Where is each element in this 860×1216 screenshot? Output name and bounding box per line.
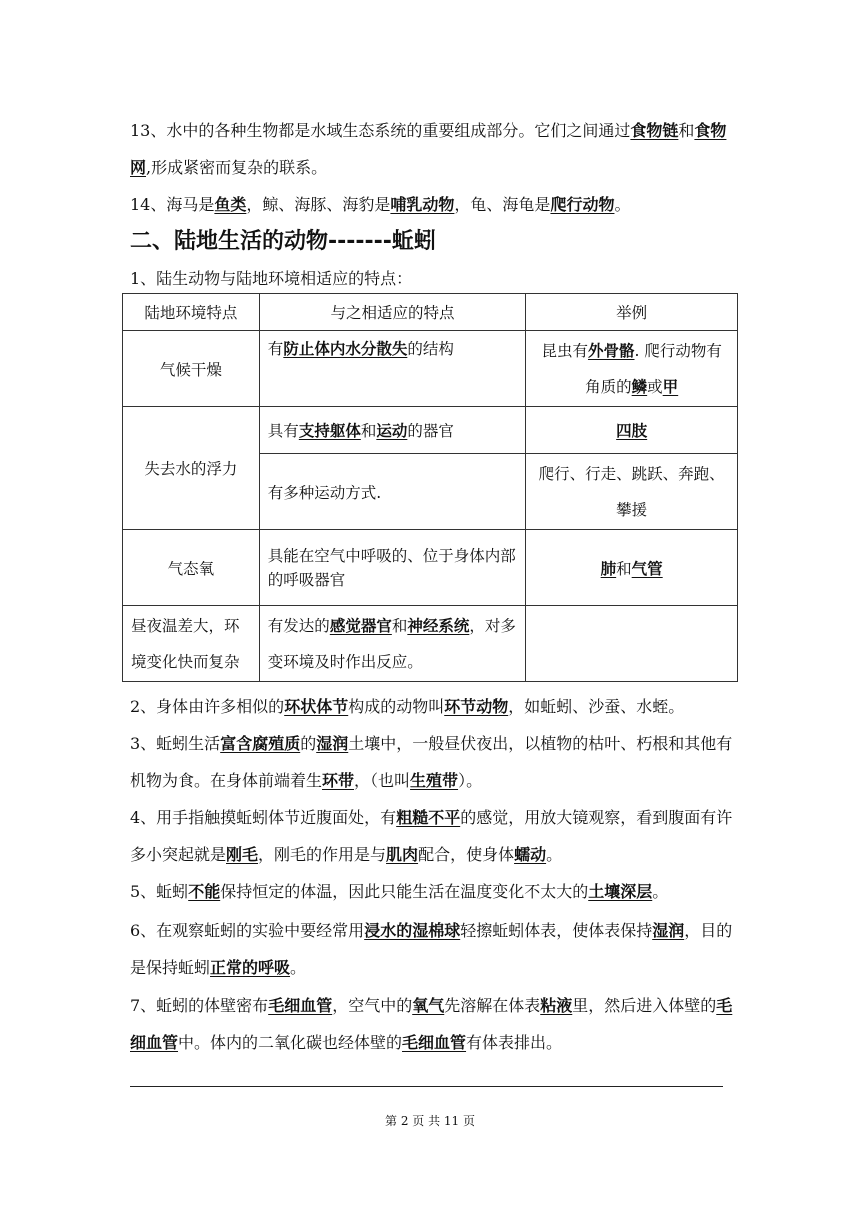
paragraph-3: 3、蚯蚓生活富含腐殖质的湿润土壤中，一般昼伏夜出，以植物的枯叶、朽根和其他有机物为食。在身体前端着生环带，（也叫生殖带）。 bbox=[130, 734, 733, 790]
answer-food-chain: 食物链 bbox=[630, 121, 679, 140]
paragraph-1: 1、陆生动物与陆地环境相适应的特点： bbox=[130, 269, 413, 288]
table-row: 气态氧 具能在空气中呼吸的、位于身体内部的呼吸器官 肺和气管 bbox=[123, 530, 738, 606]
table-row: 有多种运动方式. 爬行、行走、跳跃、奔跑、攀援 bbox=[123, 454, 738, 530]
paragraph-5: 5、蚯蚓不能保持恒定的体温，因此只能生活在温度变化不太大的土壤深层。 bbox=[130, 882, 669, 901]
answer-food-web: 食物网 bbox=[130, 121, 727, 177]
paragraph-2: 2、身体由许多相似的环状体节构成的动物叫环节动物，如蚯蚓、沙蚕、水蛭。 bbox=[130, 697, 685, 716]
paragraph-4: 4、用手指触摸蚯蚓体节近腹面处，有粗糙不平的感觉，用放大镜观察，看到腹面有许多小突起就是刚毛，刚毛的作用是与肌肉配合，使身体蠕动。 bbox=[130, 808, 733, 864]
footer-divider bbox=[130, 1086, 723, 1087]
table-row: 昼夜温差大，环境变化快而复杂 有发达的感觉器官和神经系统，对多变环境及时作出反应。 bbox=[123, 606, 738, 682]
adaptation-table bbox=[122, 293, 738, 682]
paragraph-13: 13、水中的各种生物都是水域生态系统的重要组成部分。它们之间通过食物链和食物网,形成紧密而复杂的联系。 bbox=[130, 121, 727, 177]
paragraph-7: 7、蚯蚓的体壁密布毛细血管，空气中的氧气先溶解在体表粘液里，然后进入体壁的毛细血管中。体内的二氧化碳也经体壁的毛细血管有体表排出。 bbox=[130, 996, 733, 1052]
paragraph-14: 14、海马是鱼类，鲸、海豚、海豹是哺乳动物，龟、海龟是爬行动物。 bbox=[130, 195, 631, 214]
paragraph-6: 6、在观察蚯蚓的实验中要经常用浸水的湿棉球轻擦蚯蚓体表，使体表保持湿润，目的是保持蚯蚓正常的呼吸。 bbox=[130, 921, 733, 977]
page-number: 第 2 页 共 11 页 bbox=[385, 1114, 475, 1128]
table-row: 失去水的浮力 具有支持躯体和运动的器官 四肢 bbox=[123, 407, 738, 454]
table-header: 与之相适应的特点 bbox=[259, 294, 526, 331]
section-title: 二、陆地生活的动物-------蚯蚓 bbox=[130, 229, 436, 254]
table-row: 气候干燥 有防止体内水分散失的结构 昆虫有外骨骼. 爬行动物有角质的鳞或甲 bbox=[123, 331, 738, 407]
table-header: 举例 bbox=[526, 294, 738, 331]
table-header: 陆地环境特点 bbox=[123, 294, 260, 331]
table-header-row bbox=[123, 294, 738, 331]
